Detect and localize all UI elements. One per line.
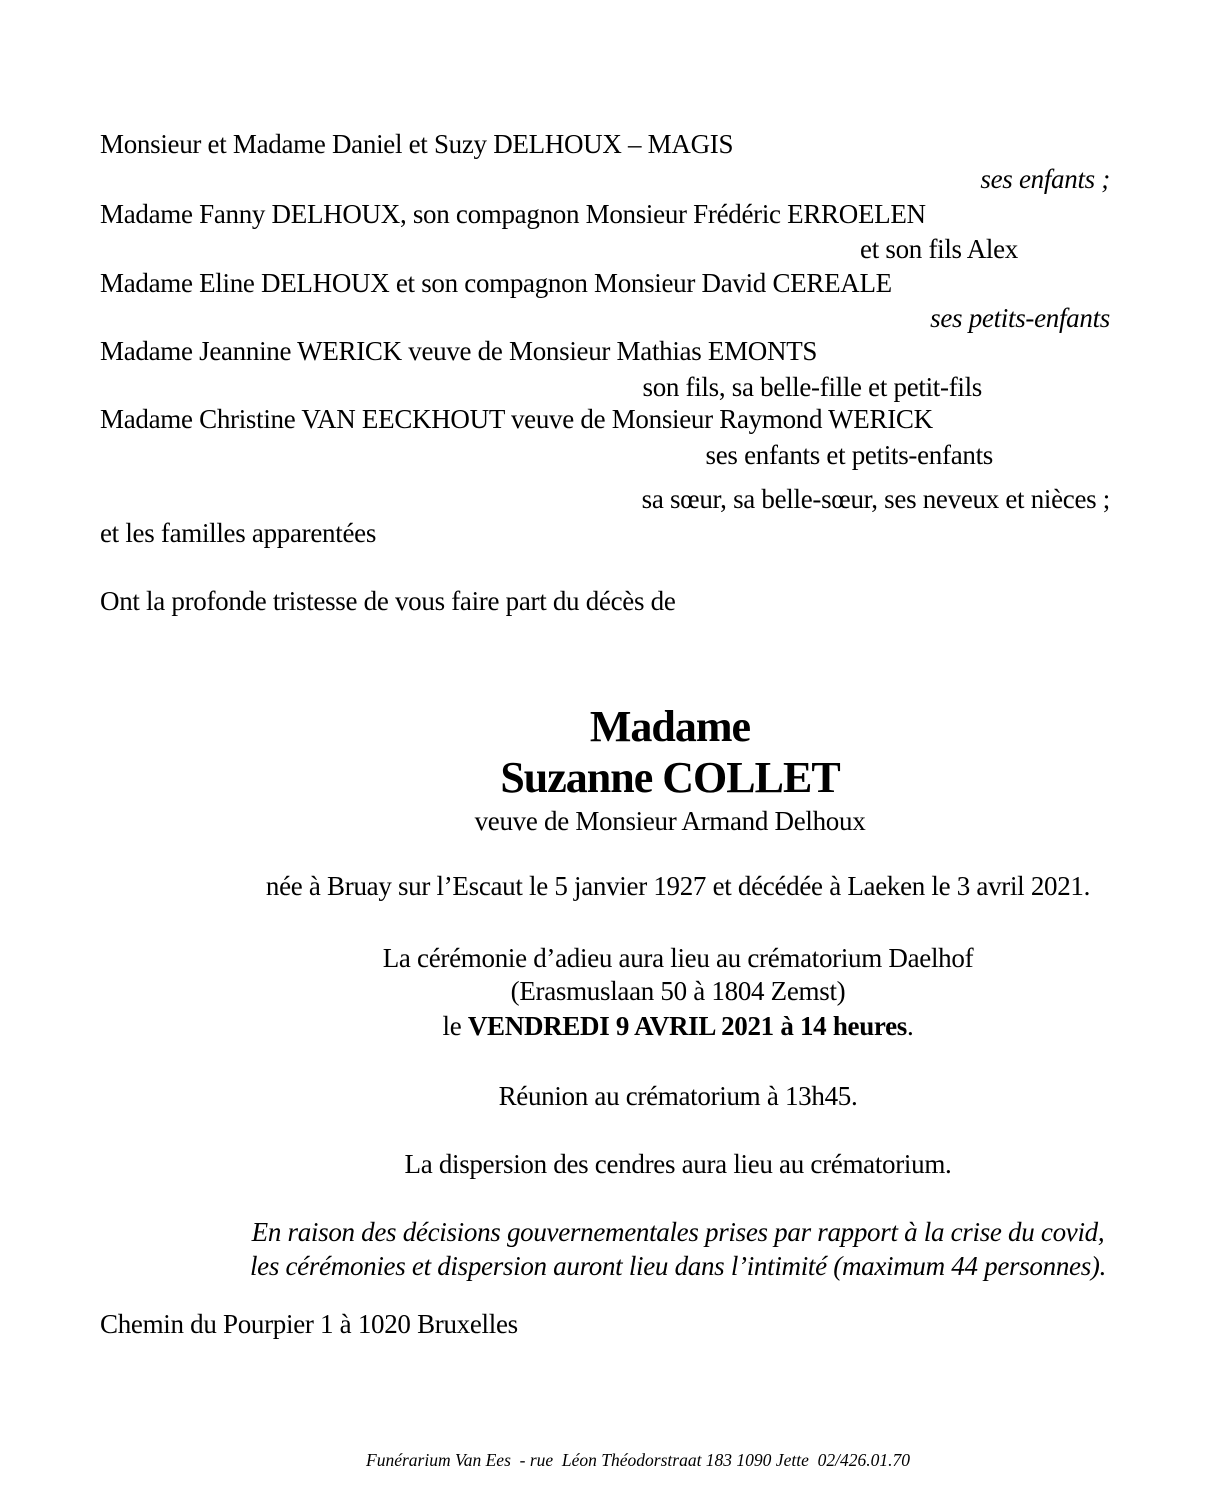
- deceased-widow-line: veuve de Monsieur Armand Delhoux: [474, 806, 866, 836]
- deceased-title: Madame: [589, 702, 751, 751]
- ceremony-datetime-line: [142, 1009, 1214, 1043]
- family-line-1: Monsieur et Madame Daniel et Suzy DELHOUX – MAGIS: [100, 129, 734, 159]
- covid-notice-line-1: En raison des décisions gouvernementales prises par rapport à la crise du covid,: [251, 1217, 1105, 1247]
- deceased-name: Suzanne COLLET: [500, 753, 840, 802]
- family-line-2: Madame Fanny DELHOUX, son compagnon Monsieur Frédéric ERROELEN: [100, 199, 926, 229]
- family-relation-4: son fils, sa belle-fille et petit-fils: [642, 372, 982, 402]
- life-dates-line: née à Bruay sur l’Escaut le 5 janvier 1927 et décédée à Laeken le 3 avril 2021.: [265, 871, 1091, 901]
- home-address-line: Chemin du Pourpier 1 à 1020 Bruxelles: [100, 1309, 518, 1339]
- ceremony-datetime-suffix: .: [907, 1011, 914, 1041]
- funeral-home-footer: Funérarium Van Ees - rue Léon Théodorstraat 183 1090 Jette 02/426.01.70: [366, 1450, 910, 1470]
- family-line-4: Madame Jeannine WERICK veuve de Monsieur Mathias EMONTS: [100, 336, 818, 366]
- family-relation-2: et son fils Alex: [860, 234, 1018, 264]
- family-relation-6: sa sœur, sa belle-sœur, ses neveux et nièces ;: [641, 484, 1110, 514]
- covid-notice-line-2: les cérémonies et dispersion auront lieu dans l’intimité (maximum 44 personnes).: [249, 1251, 1107, 1281]
- ashes-dispersion-line: La dispersion des cendres aura lieu au crématorium.: [404, 1149, 952, 1179]
- ceremony-location-line: (Erasmuslaan 50 à 1804 Zemst): [510, 976, 846, 1006]
- meeting-line: Réunion au crématorium à 13h45.: [498, 1081, 858, 1111]
- family-relation-3: ses petits-enfants: [930, 303, 1110, 333]
- ceremony-line-1: La cérémonie d’adieu aura lieu au crématorium Daelhof: [382, 943, 974, 973]
- family-line-3: Madame Eline DELHOUX et son compagnon Monsieur David CEREALE: [100, 268, 892, 298]
- ceremony-datetime-prefix: le: [442, 1011, 468, 1041]
- announcement-line: Ont la profonde tristesse de vous faire part du décès de: [100, 586, 676, 616]
- family-relation-1: ses enfants ;: [980, 164, 1110, 194]
- family-line-5: Madame Christine VAN EECKHOUT veuve de Monsieur Raymond WERICK: [100, 404, 933, 434]
- family-line-6: et les familles apparentées: [100, 518, 377, 548]
- family-relation-5: ses enfants et petits-enfants: [705, 440, 993, 470]
- ceremony-datetime-bold: VENDREDI 9 AVRIL 2021 à 14 heures: [467, 1011, 908, 1041]
